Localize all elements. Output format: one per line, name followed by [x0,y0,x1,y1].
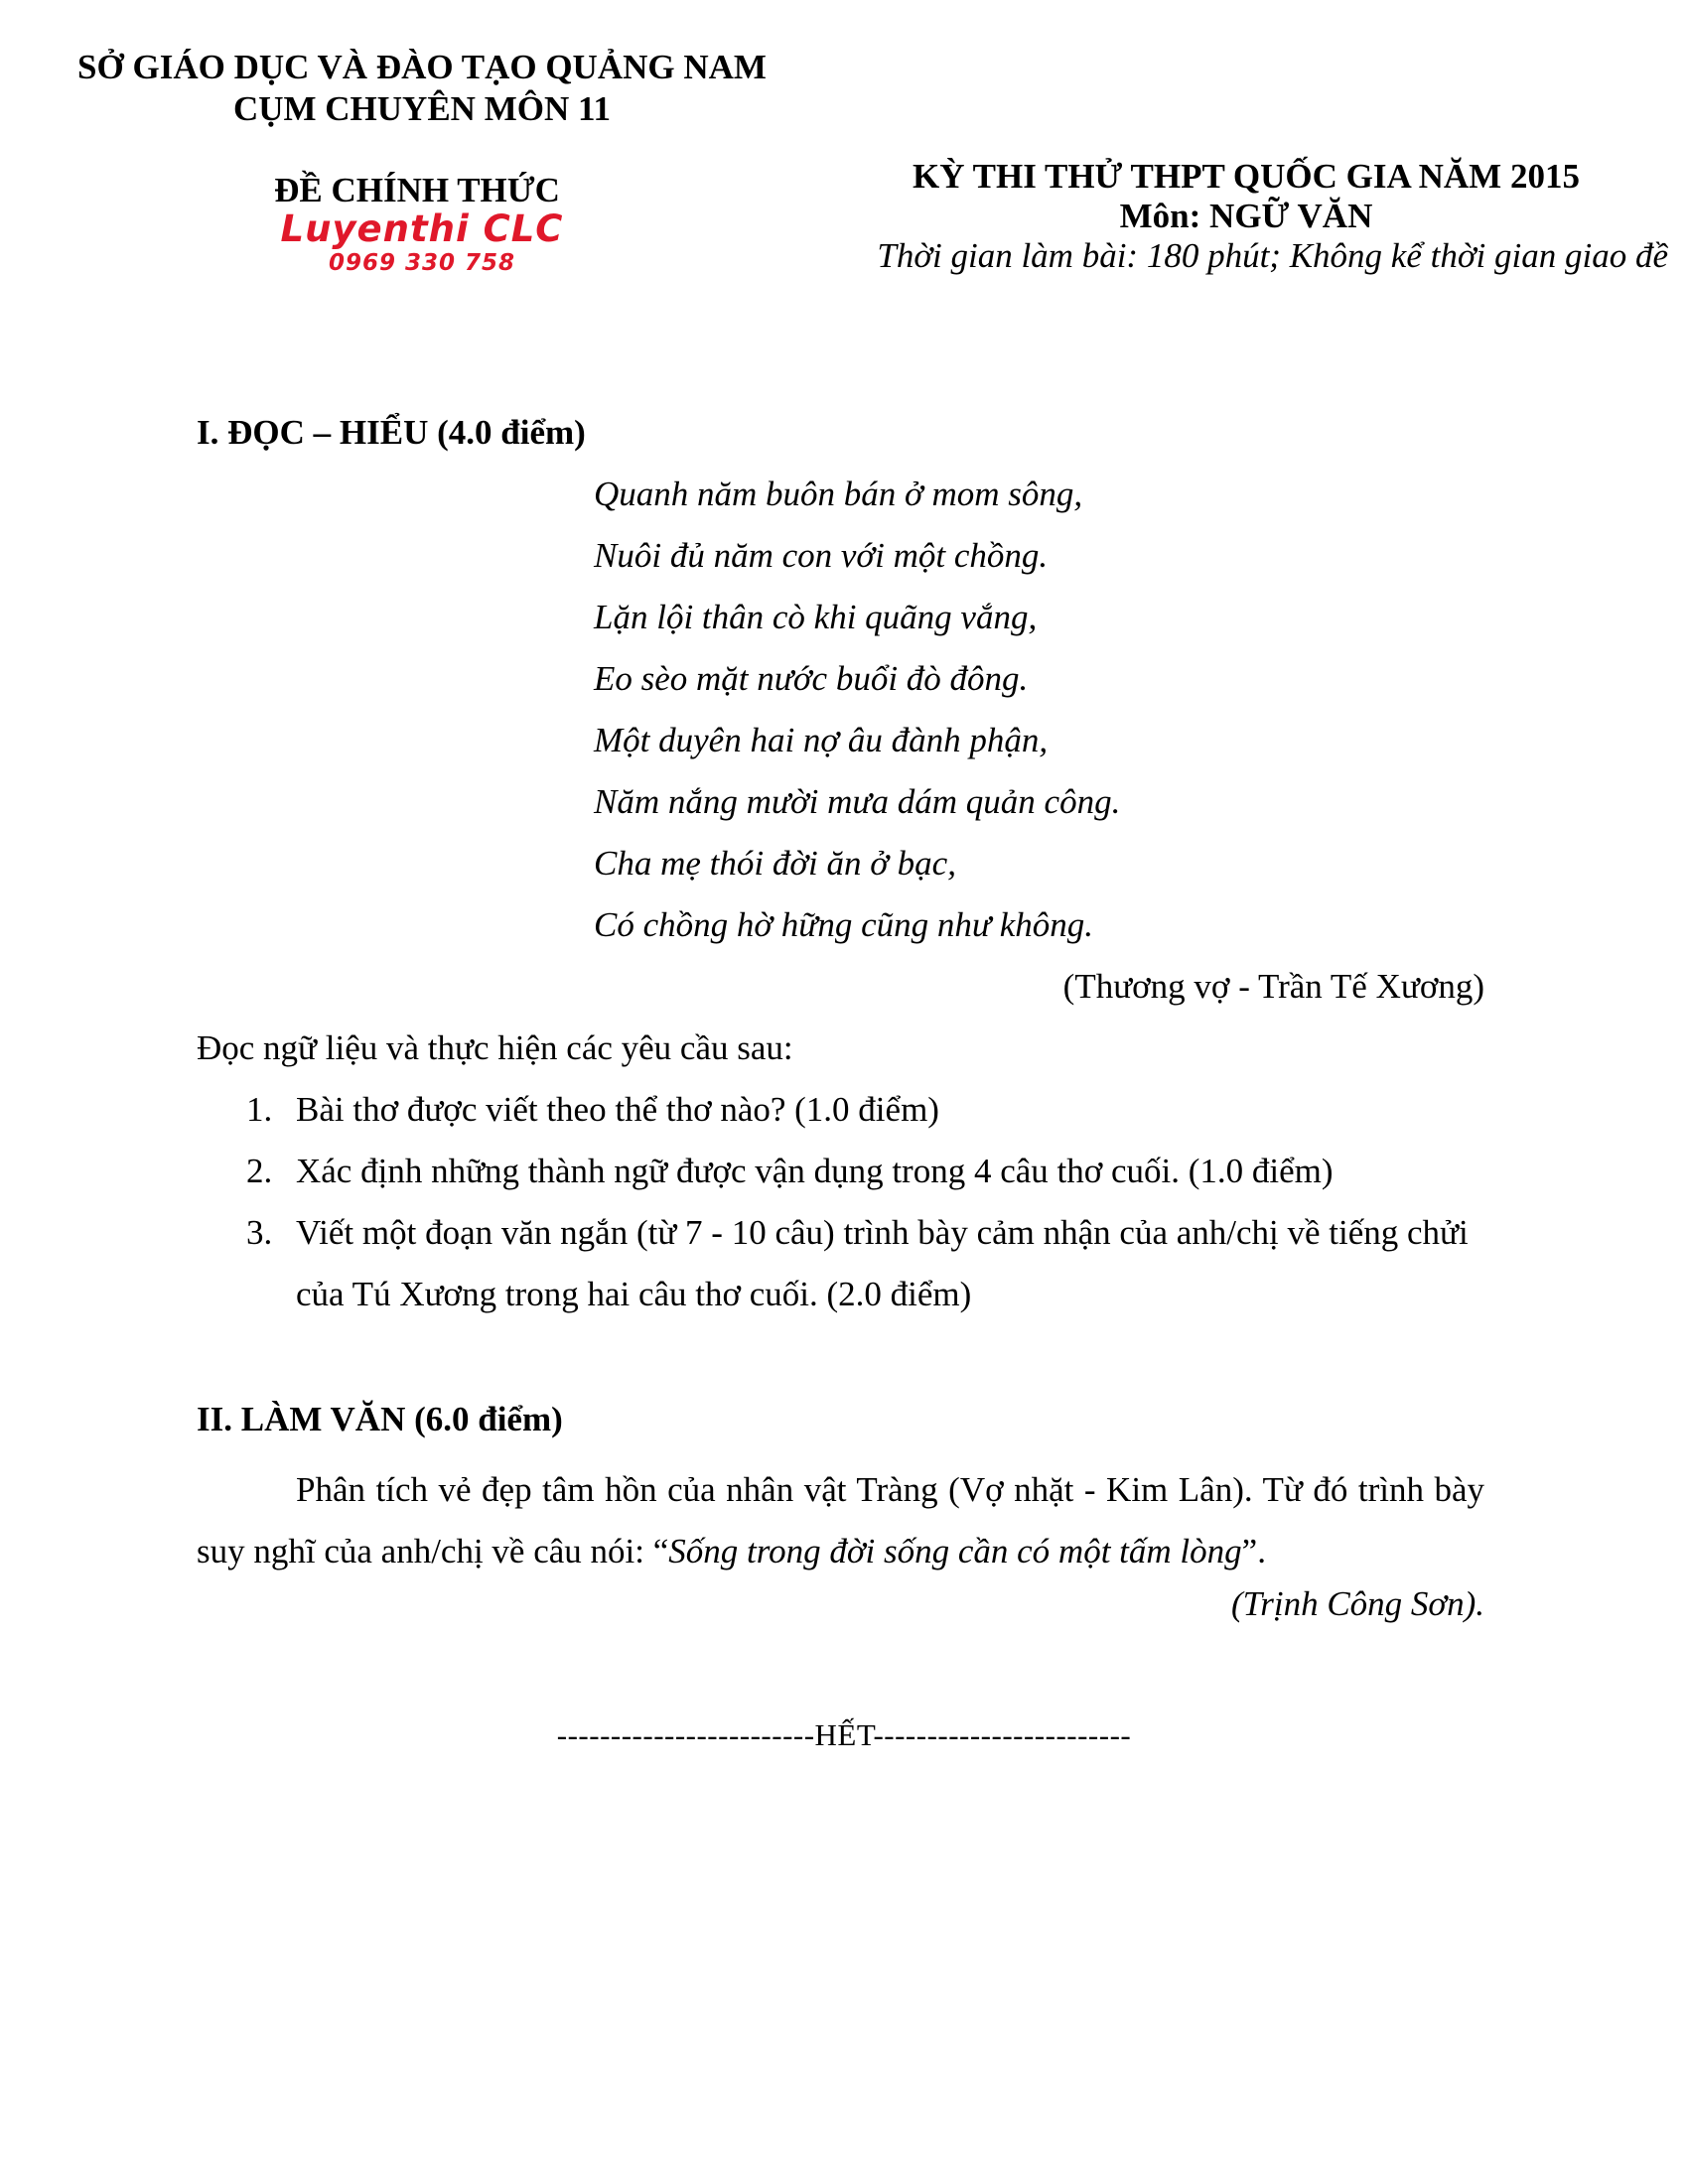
subject-value: NGỮ VĂN [1209,197,1373,235]
stamp-name: Luyenthi CLC [280,207,564,250]
section-2-heading: II. LÀM VĂN (6.0 điểm) [197,1400,563,1438]
poem-attribution: (Thương vợ - Trần Tế Xương) [1062,967,1484,1006]
subject-line [824,195,1668,238]
poem-line: Có chồng hờ hững cũng như không. [594,905,1094,944]
time-allowance: Thời gian làm bài: 180 phút; Không kể thời gian giao đề [877,236,1668,275]
question-text: Xác định những thành ngữ được vận dụng trong 4 câu thơ cuối. (1.0 điểm) [296,1152,1334,1190]
poem-line: Eo sèo mặt nước buổi đò đông. [594,659,1029,698]
question-number: 1. [246,1090,273,1129]
poem-line: Năm nắng mười mưa dám quản công. [594,782,1121,821]
essay-quote: Sống trong đời sống cần có một tấm lòng [668,1532,1242,1570]
organization-name: SỞ GIÁO DỤC VÀ ĐÀO TẠO QUẢNG NAM [77,48,767,86]
official-exam-label: ĐỀ CHÍNH THỨC [274,171,560,209]
question-text-continued: của Tú Xương trong hai câu thơ cuối. (2.0 điểm) [296,1275,972,1313]
poem-line: Nuôi đủ năm con với một chồng. [594,536,1049,575]
poem-line: Cha mẹ thói đời ăn ở bạc, [594,844,956,883]
exam-title: KỲ THI THỬ THPT QUỐC GIA NĂM 2015 [913,157,1580,196]
poem-line: Quanh năm buôn bán ở mom sông, [594,475,1083,513]
quote-source: (Trịnh Công Sơn). [1231,1584,1484,1623]
poem [594,473,1120,965]
essay-end: ”. [1241,1532,1266,1570]
end-marker: ------------------------HẾT------------------------ [556,1717,1132,1752]
subject-label: Môn: [1119,197,1210,235]
question-number: 2. [246,1152,273,1190]
essay-prompt [197,1459,1484,1582]
organization-subunit: CỤM CHUYÊN MÔN 11 [232,89,612,128]
publisher-stamp [258,208,586,276]
stamp-phone: 0969 330 758 [328,250,516,276]
poem-line: Lặn lội thân cò khi quãng vắng, [594,598,1038,636]
question-number: 3. [246,1213,273,1252]
essay-text: Phân tích vẻ đẹp tâm hồn của nhân vật Tràng (Vợ nhặt - Kim Lân). Từ đó trình bày suy nghĩ của anh/chị về câu nói: “ [197,1470,1484,1570]
question-text: Bài thơ được viết theo thể thơ nào? (1.0 điểm) [296,1090,939,1129]
poem-line: Một duyên hai nợ âu đành phận, [594,721,1049,759]
section-1-heading: I. ĐỌC – HIỂU (4.0 điểm) [197,413,586,452]
instruction-text: Đọc ngữ liệu và thực hiện các yêu cầu sau: [197,1028,793,1067]
question-text: Viết một đoạn văn ngắn (từ 7 - 10 câu) trình bày cảm nhận của anh/chị về tiếng chửi [296,1213,1469,1252]
